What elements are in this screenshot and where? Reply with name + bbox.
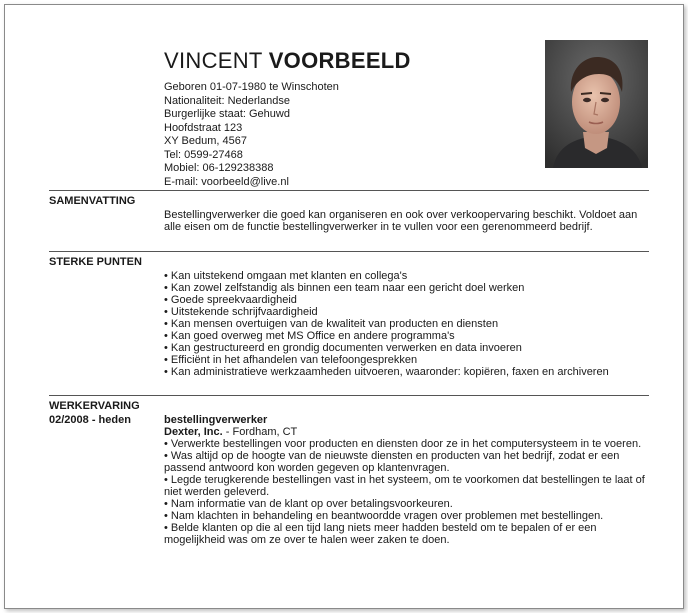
profile-photo-portrait-icon [545, 40, 648, 168]
list-item: • Kan administratieve werkzaamheden uitvoeren, waaronder: kopiëren, faxen en archiveren [164, 366, 609, 378]
list-item: • Goede spreekvaardigheid [164, 294, 297, 306]
contact-line-marital-status: Burgerlijke staat: Gehuwd [164, 108, 290, 120]
profile-photo [545, 40, 648, 168]
summary-text: Bestellingverwerker die goed kan organiseren en ook over verkoopervaring beschikt. Voldoet aan alle eisen om de functie bestellingverwerker in te vullen voor een gerenommeerd bedrijf. [164, 209, 638, 233]
list-item: • Kan uitstekend omgaan met klanten en collega's [164, 270, 408, 282]
contact-line-phone: Tel: 0599-27468 [164, 148, 243, 161]
list-item: • Verwerkte bestellingen voor producten en diensten door ze in het computersysteem in te voeren. [164, 438, 642, 450]
list-item: • Efficiënt in het afhandelen van telefoongesprekken [164, 354, 418, 366]
section-title-sterke-punten: STERKE PUNTEN [49, 256, 142, 268]
candidate-name [164, 48, 411, 74]
section-divider-samenvatting [49, 190, 649, 191]
job-entry [164, 414, 651, 546]
contact-info [164, 81, 339, 189]
job-title: bestellingverwerker [164, 414, 268, 426]
job-company-line [164, 426, 651, 438]
company-name: Dexter, Inc. [164, 426, 223, 438]
section-title-werkervaring: WERKERVARING [49, 400, 140, 412]
company-location: - Fordham, CT [222, 426, 298, 438]
list-item: • Kan goed overweg met MS Office en andere programma's [164, 330, 455, 342]
list-item: • Belde klanten op die al een tijd lang niets meer hadden besteld om te bepalen of er een mogelijkheid was om ze over te halen weer zaken te doen. [164, 522, 597, 546]
contact-line-street: Hoofdstraat 123 [164, 121, 243, 134]
section-divider-sterke-punten [49, 251, 649, 252]
list-item: • Nam klachten in behandeling en beantwoordde vragen over problemen met bestellingen. [164, 510, 604, 522]
contact-line-email: E-mail: voorbeeld@live.nl [164, 175, 289, 188]
contact-line-birth: Geboren 01-07-1980 te Winschoten [164, 81, 339, 93]
list-item: • Kan gestructureerd en grondig documenten verwerken en data invoeren [164, 342, 522, 354]
list-item: • Kan mensen overtuigen van de kwaliteit van producten en diensten [164, 318, 499, 330]
strengths-list [164, 270, 651, 378]
contact-line-nationality: Nationaliteit: Nederlandse [164, 94, 290, 107]
list-item: • Kan zowel zelfstandig als binnen een team naar een gericht doel werken [164, 282, 525, 294]
list-item: • Uitstekende schrijfvaardigheid [164, 306, 318, 318]
list-item: • Was altijd op de hoogte van de nieuwste diensten en producten van het bedrijf, zodat er een passend antwoord kon worden gegeven op klantenvragen. [164, 450, 620, 474]
resume-page [4, 4, 684, 609]
contact-line-mobile: Mobiel: 06-129238388 [164, 162, 274, 174]
section-divider-werkervaring [49, 395, 649, 396]
section-title-samenvatting: SAMENVATTING [49, 195, 136, 207]
first-name: VINCENT [164, 48, 263, 73]
last-name: VOORBEELD [268, 48, 411, 73]
list-item: • Nam informatie van de klant op over betalingsvoorkeuren. [164, 498, 453, 510]
list-item: • Legde terugkerende bestellingen vast in het systeem, om te voorkomen dat bestellingen te laat of niet werden geleverd. [164, 474, 645, 498]
contact-line-city: XY Bedum, 4567 [164, 135, 247, 147]
job-date-range: 02/2008 - heden [49, 414, 131, 426]
